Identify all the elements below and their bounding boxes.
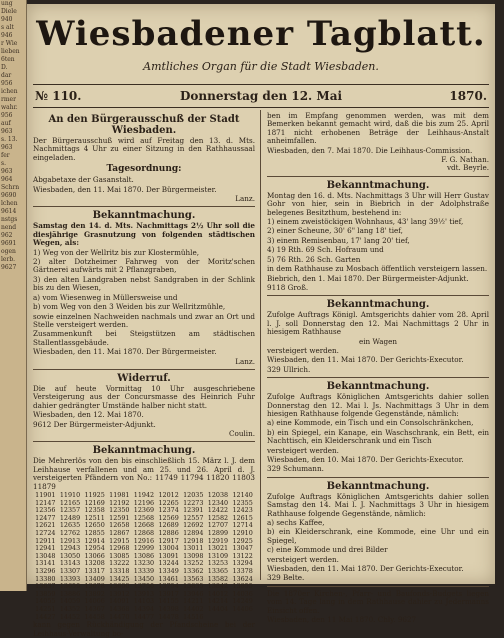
table-cell: 13098: [183, 551, 204, 560]
list-item: b) ein Kleiderschrank, eine Kommode, eine Uhr und ein Spiegel,: [267, 527, 489, 545]
strip-line: ogen: [1, 248, 16, 255]
table-cell: 12910: [232, 528, 253, 537]
table-cell: 14477: [133, 612, 155, 621]
issue-date: Donnerstag den 12. Mai: [179, 89, 343, 103]
notice-heading: Bekanntmachung.: [326, 179, 430, 191]
table-cell: 14059: [59, 597, 81, 606]
table-cell: 12724: [35, 528, 56, 537]
table-cell: 13365: [207, 566, 229, 575]
table-cell: 14406: [232, 604, 253, 613]
list-item: 1) Weg von der Wellritz bis zur Klostermühle,: [33, 247, 200, 257]
table-cell: 11910: [59, 491, 81, 499]
strip-line: 940: [1, 16, 13, 23]
signature: vdt. Beyrle.: [447, 163, 489, 173]
strip-line: lchen: [1, 200, 18, 207]
list-item: a) vom Wiesenweg in Müllersweise und: [33, 292, 178, 302]
issue-rule: [33, 107, 489, 108]
table-cell: 12762: [59, 528, 81, 537]
table-cell: 14036: [232, 589, 253, 598]
notice-text: Abgabetaxe der Gasanstalt.: [33, 175, 134, 185]
table-cell: 12369: [133, 506, 155, 515]
notice-heading: Bekanntmachung.: [326, 381, 430, 393]
signature: Coulin.: [229, 428, 255, 438]
strip-line: Diele: [1, 8, 17, 15]
table-cell: 12943: [59, 544, 81, 553]
notice-text: ben im Empfang genommen werden, was mit dem Bemerken bekannt gemacht wird, daß die bis zum 25. April 1871 nicht erhobenen Beträge der Leihhaus-Anstalt anheimfallen.: [267, 111, 489, 146]
table-cell: 13004: [158, 544, 179, 553]
strip-line: lieben: [1, 48, 20, 55]
strip-line: 963: [1, 144, 13, 151]
table-cell: 13378: [232, 566, 253, 575]
table-cell: 13754: [158, 582, 179, 591]
column-divider: [260, 110, 261, 580]
list-item: b) vom Weg von den 3 Weiden bis zur Wellritzmühle,: [33, 302, 226, 312]
strip-line: s alt: [1, 24, 14, 31]
table-cell: 12489: [59, 513, 81, 522]
separator: [33, 206, 255, 207]
table-cell: 12340: [207, 498, 229, 507]
table-cell: 13362: [183, 566, 204, 575]
table-cell: 13318: [109, 566, 130, 575]
table-cell: 13294: [232, 559, 253, 568]
table-cell: 12358: [84, 506, 105, 515]
notice-text: Die auf heute Vormittag 10 Uhr ausgeschriebene Versteigerung aus der Concursmasse des Heinrich Fuhr dahier gedrängter Umstände halber nicht statt.: [33, 383, 255, 410]
table-cell: 13582: [207, 574, 229, 583]
newspaper-page: [27, 4, 495, 638]
strip-line: s.: [1, 160, 6, 167]
table-cell: 13339: [133, 566, 155, 575]
table-cell: 12591: [109, 513, 130, 522]
notice-text: Die 1870er Kirchen-, Pfarr- und Baufonds-Budgets liegen vom 14. Tage lang in dem Rathhause dahier zu Jedermanns Einsicht offen.: [267, 588, 489, 615]
table-cell: 12692: [183, 521, 204, 530]
notice-text: 9612 Der Bürgermeister-Adjunkt.: [33, 419, 156, 429]
table-cell: 12568: [133, 513, 155, 522]
table-cell: 12169: [84, 498, 105, 507]
table-cell: 12422: [207, 506, 229, 515]
notice-text: Der Bürgerausschuß wird auf Freitag den 13. d. Mts. Nachmittags 4 Uhr zu einer Sitzung in den Rathhaussaal eingeladen.: [33, 136, 255, 162]
strip-line: 964: [1, 176, 13, 183]
table-cell: 14103: [133, 597, 155, 606]
table-cell: 13563: [183, 574, 204, 583]
signature: Lanz.: [235, 356, 255, 366]
table-cell: 14155: [158, 597, 179, 606]
notice-heading: Bekanntmachung.: [326, 299, 430, 311]
table-cell: 11942: [133, 491, 155, 499]
table-cell: 13690: [109, 582, 130, 591]
table-cell: 13946: [183, 589, 204, 598]
table-cell: 12192: [109, 498, 130, 507]
table-cell: 13678: [84, 582, 105, 591]
table-cell: 13624: [232, 574, 253, 583]
table-cell: 12165: [59, 498, 81, 507]
list-item: 3) den alten Landgraben nebst Sandgraben in der Schlink bis zu den Wiesen,: [33, 274, 255, 293]
table-cell: 12899: [207, 528, 229, 537]
strip-line: s. 13.: [1, 136, 18, 143]
table-cell: 13091: [158, 551, 179, 560]
table-cell: 14516: [183, 612, 204, 621]
top-rule: [33, 84, 489, 85]
table-cell: 12918: [183, 536, 204, 545]
strip-line: 9690: [1, 192, 17, 199]
notice-text: Die Mehrerlös von den bis einschließlich 15. März l. J. dem Leihhause verfallenen und am 25. und 26. April d. J. versteigerten Pfändern von No.: 11749 11794 11820 11803 11879: [33, 456, 255, 491]
table-cell: 12477: [35, 513, 56, 522]
table-cell: 14478: [158, 612, 179, 621]
separator: [267, 377, 489, 378]
table-cell: 14091: [109, 597, 130, 606]
list-item: c) eine Kommode und drei Bilder: [267, 545, 388, 555]
table-cell: 12615: [232, 513, 253, 522]
table-cell: 12038: [207, 491, 229, 499]
notice-text: Wiesbaden, den 11 Mai 1870. Chly. 9627: [267, 615, 417, 625]
table-cell: 12658: [109, 521, 130, 530]
table-cell: 13252: [183, 559, 204, 568]
table-cell: 13659: [59, 582, 81, 591]
table-cell: 13750: [133, 582, 155, 591]
signature: F. G. Nathan.: [441, 155, 489, 165]
list-item: 1) einem zweistöckigen Wohnhaus, 43' lang 39½' tief,: [267, 217, 464, 227]
table-cell: 12273: [183, 498, 204, 507]
notice-text: Wiesbaden, den 10. Mai 1870. Der Gerichts-Executor.: [267, 455, 464, 464]
table-cell: 14352: [59, 604, 81, 613]
table-cell: 12916: [133, 536, 155, 545]
table-cell: 13912: [109, 589, 130, 598]
notice-text: sowie einzelnen Nachweiden nachmals und zwar an Ort und Stelle versteigert werden.: [33, 311, 255, 329]
table-cell: 13244: [158, 559, 179, 568]
table-cell: 14470: [109, 612, 130, 621]
table-cell: 13425: [109, 574, 130, 583]
strip-line: rmer: [1, 96, 16, 103]
table-cell: 12668: [133, 521, 155, 530]
left-column: [33, 112, 255, 638]
issue-number: № 110.: [35, 89, 82, 103]
table-cell: 12569: [158, 513, 179, 522]
table-cell: 12140: [232, 491, 253, 499]
table-cell: 12855: [84, 528, 105, 537]
table-cell: 12911: [35, 536, 56, 545]
table-cell: 12265: [158, 498, 179, 507]
table-cell: 12915: [109, 536, 130, 545]
table-cell: 13253: [207, 559, 229, 568]
list-item: 2) alter Dotzheimer Fahrweg von der Moritz'schen Gärtnerei aufwärts mit 2 Pflanzgraben,: [33, 257, 255, 275]
masthead-subtitle: Amtliches Organ für die Stadt Wiesbaden.: [143, 60, 379, 73]
strip-line: 6ten: [1, 56, 15, 63]
table-cell: 12954: [84, 544, 105, 553]
table-cell: 13047: [232, 544, 253, 553]
table-cell: 13307: [59, 566, 81, 575]
table-cell: 12374: [158, 506, 179, 515]
strip-line: wahr.: [1, 104, 18, 111]
table-cell: 12968: [109, 544, 130, 553]
notice-text: Wiesbaden, den 11. Mai 1870. Der Bürgermeister.: [33, 184, 217, 194]
notice-heading: Bekanntmachung.: [326, 480, 430, 492]
separator: [267, 477, 489, 478]
notice-text: Wiesbaden, den 7. Mai 1870. Die Leihhaus-Commission.: [267, 145, 473, 155]
strip-line: lerb.: [1, 256, 16, 263]
table-cell: 12919: [207, 536, 229, 545]
right-column: [267, 111, 489, 625]
table-cell: 13380: [35, 574, 56, 583]
notice-text: ein Wagen: [359, 336, 397, 346]
table-cell: 13085: [109, 551, 130, 560]
notice-text: Samstag den 14. d. Mts. Nachmittags 2½ Uhr soll die diesjährige Grasnutzung von folgenden städtischen Wegen, als:: [33, 221, 255, 248]
table-cell: 13842: [207, 582, 229, 591]
table-cell: 12621: [35, 521, 56, 530]
table-cell: 12391: [183, 506, 204, 515]
notice-text: versteigert werden.: [267, 345, 339, 355]
notice-text: versteigert werden.: [267, 445, 339, 455]
strip-line: 956: [1, 112, 13, 119]
table-cell: 13637: [35, 582, 56, 591]
table-cell: 13913: [133, 589, 155, 598]
table-cell: 13230: [133, 559, 155, 568]
table-cell: 12355: [232, 498, 253, 507]
separator: [267, 176, 489, 177]
table-cell: 14251: [35, 604, 56, 613]
table-cell: 12511: [84, 513, 105, 522]
issue-line: [33, 89, 489, 105]
table-cell: 13835: [183, 582, 204, 591]
table-cell: 13011: [183, 544, 204, 553]
list-item: 5) 76 Rth. 26 Sch. Garten: [267, 254, 361, 264]
table-cell: 12914: [84, 536, 105, 545]
notice-text: 329 Ullrich.: [267, 364, 311, 374]
list-item: 2) einer Scheune, 30' 6" lang 18' tief,: [267, 226, 403, 236]
notice-text: 329 Schumann.: [267, 464, 324, 474]
notice-text: Zufolge Auftrags Königlichen Amtsgerichts dahier sollen Donnerstag den 12. Mai l. Js. Nachmittags 3 Uhr in dem hiesigen Rathhause folgende Gegenstände, nämlich:: [267, 392, 489, 418]
table-cell: 12925: [232, 536, 253, 545]
table-cell: 13317: [84, 566, 105, 575]
strip-line: ung: [1, 0, 13, 7]
table-cell: 12707: [207, 521, 229, 530]
table-cell: 12868: [133, 528, 155, 537]
notice-text: Zufolge Auftrags Königl. Amtsgerichts dahier vom 28. April l. J. soll Donnerstag den 12. Mai Nachmittags 2 Uhr in hiesigem Rathhause: [267, 310, 489, 337]
signature: Lanz.: [235, 194, 255, 204]
table-cell: 12635: [59, 521, 81, 530]
table-cell: 13048: [35, 551, 56, 560]
table-cell: 13122: [232, 551, 253, 560]
notice-heading: An den Bürgerausschuß der Stadt Wiesbaden.: [48, 114, 240, 136]
table-cell: 13393: [59, 574, 81, 583]
table-cell: 13141: [35, 559, 56, 568]
table-cell: 14398: [158, 604, 179, 613]
table-cell: 14427: [35, 612, 56, 621]
table-cell: 13109: [207, 551, 229, 560]
strip-line: ichen: [1, 88, 18, 95]
table-cell: 12867: [109, 528, 130, 537]
table-cell: 13143: [59, 559, 81, 568]
notice-text: Wiesbaden, den 12. Mai 1870.: [33, 410, 144, 420]
table-cell: 13086: [133, 551, 155, 560]
table-cell: 12917: [158, 536, 179, 545]
table-cell: 14249: [232, 597, 253, 606]
table-cell: 13450: [133, 574, 155, 583]
notice-heading: Widerruf.: [117, 372, 171, 384]
table-cell: 12356: [35, 506, 56, 515]
strip-line: 946: [1, 32, 13, 39]
table-cell: 12357: [59, 506, 81, 515]
table-cell: 12999: [133, 544, 155, 553]
separator: [33, 441, 255, 442]
table-cell: 14211: [183, 597, 204, 606]
strip-line: nstgs: [1, 216, 18, 223]
notice-text: Zufolge Auftrags Königlichen Amtsgerichts dahier sollen Samstag den 14. Mai l. J. Nachmittags 3 Uhr in hiesigem Rathhause folgende Gegenstände, nämlich:: [267, 491, 489, 518]
table-cell: 11925: [84, 491, 105, 499]
notice-text: Wiesbaden, den 11. Mai 1870. Der Bürgermeister.: [33, 347, 217, 357]
notice-text: 9118 Groß.: [267, 282, 309, 292]
table-cell: 13296: [35, 566, 56, 575]
table-cell: 14368: [109, 604, 130, 613]
notice-text: Wiesbaden, den 11. Mai 1870. Der Gerichts-Executor.: [267, 564, 464, 574]
notice-text: 329 Belte.: [267, 573, 305, 583]
table-cell: 12012: [158, 491, 179, 499]
table-cell: 12650: [84, 521, 105, 530]
notice-text: Zusammenkunft bei Steigstützen am städtischen Stallentlassgebäude.: [33, 329, 255, 347]
table-cell: 13409: [84, 574, 105, 583]
table-cell: 13461: [158, 574, 179, 583]
table-cell: 11901: [35, 491, 56, 499]
table-cell: 13021: [207, 544, 229, 553]
notice-heading: Bekanntmachung.: [92, 445, 196, 457]
table-cell: 13050: [59, 551, 81, 560]
table-cell: 13917: [158, 589, 179, 598]
separator: [267, 295, 489, 296]
notice-text: versteigert werden.: [267, 554, 339, 564]
notice-text: in dem Rathhause zu Mosbach öffentlich versteigern lassen.: [267, 264, 488, 274]
table-cell: 13066: [84, 551, 105, 560]
strip-line: 9614: [1, 208, 17, 215]
table-cell: 12913: [59, 536, 81, 545]
table-cell: 14066: [84, 597, 105, 606]
table-cell: 12035: [183, 491, 204, 499]
table-cell: 14012: [207, 589, 229, 598]
strip-line: dar: [1, 72, 12, 79]
strip-line: D.: [1, 64, 8, 71]
table-cell: 12557: [183, 513, 204, 522]
strip-line: Schrn: [1, 184, 20, 191]
table-cell: 14458: [84, 612, 105, 621]
table-cell: 13892: [84, 589, 105, 598]
issue-year: 1870.: [449, 89, 487, 103]
table-cell: 13349: [158, 566, 179, 575]
table-cell: 13855: [232, 582, 253, 591]
table-cell: 12350: [109, 506, 130, 515]
table-cell: 14452: [59, 612, 81, 621]
notice-heading: Bekanntmachung.: [92, 210, 196, 222]
table-cell: 14214: [207, 597, 229, 606]
table-cell: 14404: [207, 604, 229, 613]
masthead-title: Wiesbadener Tagblatt.: [36, 14, 486, 54]
table-cell: 12894: [183, 528, 204, 537]
strip-line: 963: [1, 128, 13, 135]
pledge-number-table: [33, 492, 255, 621]
strip-line: 956: [1, 80, 13, 87]
strip-line: auf: [1, 120, 11, 127]
strip-line: fer: [1, 152, 10, 159]
table-cell: 12714: [232, 521, 253, 530]
table-cell: 14367: [84, 604, 105, 613]
strip-line: nend: [1, 224, 17, 231]
table-cell: 14394: [133, 604, 155, 613]
notice-text: kann gegen Rückhändigung der Pfandscheine bei der Leihhaus-Verwaltung bo-: [33, 620, 255, 638]
table-cell: 14402: [183, 604, 204, 613]
table-cell: 13859: [35, 589, 56, 598]
table-cell: 13222: [109, 559, 130, 568]
strip-line: 963: [1, 168, 13, 175]
notice-text: Wiesbaden, den 11. Mai 1870. Der Gerichts-Executor.: [267, 355, 464, 365]
strip-line: 962: [1, 232, 13, 239]
list-item: a) eine Kommode, ein Tisch und ein Consolschränkchen,: [267, 418, 474, 428]
table-cell: 12886: [158, 528, 179, 537]
table-cell: 14055: [35, 597, 56, 606]
list-item: 3) einem Remisenbau, 17' lang 20' tief,: [267, 235, 410, 245]
table-cell: 12196: [133, 498, 155, 507]
list-item: a) sechs Kaffee,: [267, 518, 325, 528]
notice-text: Biebrich, den 1. Mai 1870. Der Bürgermeister-Adjunkt.: [267, 273, 469, 283]
table-cell: 12582: [207, 513, 229, 522]
separator: [33, 369, 255, 370]
adjacent-page-strip: [0, 0, 27, 591]
strip-line: 9627: [1, 264, 17, 271]
list-item: b) ein Spiegel, ein Kanape, ein Waschschrank, ein Bett, ein Nachttisch, ein Kleiderschrank und ein Tisch: [267, 427, 489, 446]
table-cell: 11981: [109, 491, 130, 499]
strip-line: 9691: [1, 240, 17, 247]
agenda-heading: Tagesordnung:: [106, 164, 182, 175]
strip-line: r Wie: [1, 40, 18, 47]
table-cell: 12423: [232, 506, 253, 515]
table-cell: 12689: [158, 521, 179, 530]
table-cell: 13208: [84, 559, 105, 568]
table-cell: 12941: [35, 544, 56, 553]
table-cell: 12147: [35, 498, 56, 507]
list-item: 4) 19 Rth. 69 Sch. Hofraum und: [267, 245, 384, 255]
notice-text: Montag den 16. d. Mts. Nachmittags 3 Uhr will Herr Gustav Gohr von hier, sein in Biebrich in der Adolphstraße belegenes Besitzthum, bestehend in:: [267, 190, 489, 217]
separator: [267, 586, 489, 587]
table-cell: 13886: [59, 589, 81, 598]
